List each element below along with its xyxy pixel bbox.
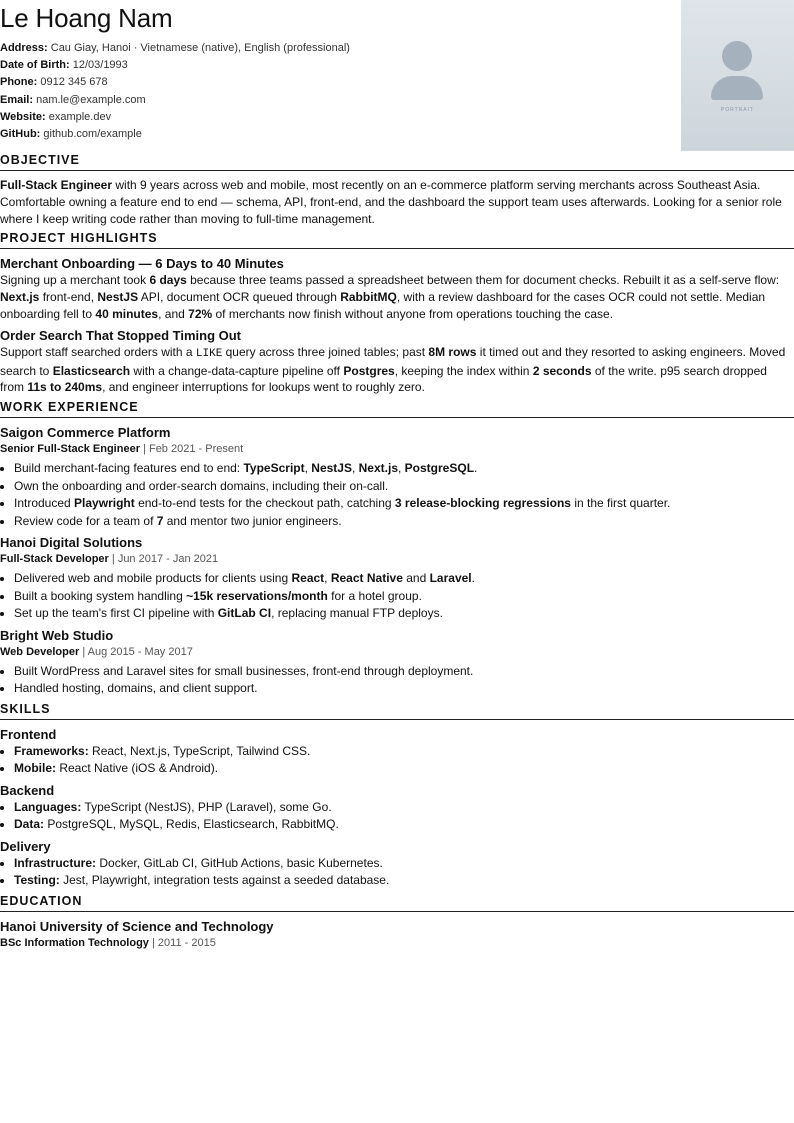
skill-label: Languages: (14, 799, 82, 814)
contact-value[interactable]: example.dev (48, 110, 112, 123)
bold-text: 40 minutes (95, 306, 159, 321)
text: . (474, 461, 478, 476)
text: Built a booking system handling (14, 588, 187, 603)
objective-section (0, 153, 794, 227)
bold-text: ~15k reservations/month (186, 588, 328, 603)
text: of the write. p95 search dropped from (0, 363, 767, 395)
job-bullets (0, 570, 794, 623)
project-item (0, 327, 794, 396)
text: Handled hosting, domains, and client support. (14, 681, 258, 696)
list-item (14, 588, 794, 606)
contact-address (0, 40, 350, 57)
bold-text: Laravel (429, 571, 472, 586)
skill-group-title: Backend (0, 782, 55, 798)
text: API, document OCR queued through (138, 290, 341, 305)
contact-github (0, 126, 350, 143)
bold-text: Elasticsearch (52, 363, 131, 378)
text: , (304, 461, 312, 476)
text: , with a review dashboard for the cases OCR could not settle. Median onboarding fell to (0, 290, 766, 321)
objective-text (0, 177, 794, 227)
text: Delivered web and mobile products for clients using (14, 571, 292, 586)
text: it timed out and they resorted to asking engineers. Moved search to (0, 344, 786, 378)
bold-text: NestJS (97, 290, 139, 305)
contact-label: Address: (0, 42, 48, 54)
job-period: Jun 2017 - Jan 2021 (117, 553, 219, 566)
company-name: Hanoi Digital Solutions (0, 535, 143, 551)
bold-text: React Native (330, 571, 403, 586)
section-title: OBJECTIVE (0, 153, 794, 171)
skill-group (0, 726, 794, 778)
list-item (14, 513, 794, 531)
list-item (14, 495, 794, 513)
skill-group (0, 782, 794, 834)
job-role: Web Developer (0, 645, 80, 658)
portrait-label: PORTRAIT (720, 107, 755, 113)
portrait-shoulders-icon (711, 76, 763, 100)
company-name: Saigon Commerce Platform (0, 425, 171, 441)
job-item (0, 534, 794, 623)
skill-value: React Native (iOS & Android). (56, 761, 219, 776)
text: , (351, 461, 359, 476)
objective-body: with 9 years across web and mobile, most recently on an e-commerce platform serving merchants across Southeast Asia. Comfortable owning a feature end to end — schema, API, front-end, and the dashboard the support team uses afterwards. Looking for a senior role where I keep writing code rather than moving to full-time management. (0, 178, 782, 226)
section-title: SKILLS (0, 702, 794, 720)
list-item (14, 743, 794, 761)
degree: BSc Information Technology (0, 936, 149, 949)
text: for a hotel group. (327, 588, 422, 603)
bold-text: 7 (156, 513, 164, 528)
contact-email (0, 92, 350, 109)
contact-label: Email: (0, 93, 34, 106)
contact-website (0, 109, 350, 126)
skill-label: Testing: (14, 873, 60, 888)
education-section (0, 894, 794, 951)
text: Built WordPress and Laravel sites for small businesses, front-end through deployment. (14, 663, 474, 678)
skill-label: Infrastructure: (14, 855, 97, 870)
list-item (14, 478, 794, 496)
job-role-line (0, 441, 794, 457)
skills-section (0, 702, 794, 890)
bold-text: NestJS (311, 461, 352, 476)
bold-text: Postgres (343, 363, 395, 378)
code-text: LIKE (195, 347, 223, 360)
job-bullets (0, 460, 794, 530)
bold-text: RabbitMQ (340, 290, 397, 305)
job-role: Senior Full-Stack Engineer (0, 443, 140, 456)
skill-group (0, 838, 794, 890)
bold-text: Playwright (74, 496, 135, 511)
portrait-photo (681, 0, 794, 151)
candidate-name: Le Hoang Nam (0, 3, 173, 33)
skill-value: Docker, GitLab CI, GitHub Actions, basic Kubernetes. (96, 855, 383, 870)
text: with a change-data-capture pipeline off (130, 363, 344, 378)
skill-label: Frameworks: (14, 743, 89, 758)
skill-value: PostgreSQL, MySQL, Redis, Elasticsearch, RabbitMQ. (44, 817, 339, 832)
projects-list (0, 255, 794, 396)
skill-bullets (0, 799, 794, 834)
jobs-list (0, 424, 794, 698)
degree-line: BSc Information Technology | 2011 - 2015 (0, 936, 216, 949)
bold-text: 2 seconds (532, 363, 592, 378)
section-title: WORK EXPERIENCE (0, 400, 794, 418)
project-title: Merchant Onboarding — 6 Days to 40 Minutes (0, 256, 284, 272)
skill-label: Mobile: (14, 761, 56, 776)
text: Own the onboarding and order-search domains, including their on-call. (14, 478, 389, 493)
text: , and engineer interruptions for lookups went to roughly zero. (102, 380, 425, 395)
list-item (14, 760, 794, 778)
text: and (402, 571, 430, 586)
text: Support staff searched orders with a (0, 344, 196, 359)
objective-lead: Full-Stack Engineer (0, 178, 113, 192)
contact-value: 0912 345 678 (40, 76, 108, 89)
text: , keeping the index within (394, 363, 533, 378)
contact-phone (0, 74, 350, 91)
bold-text: 72% (188, 306, 213, 321)
job-role: Full-Stack Developer (0, 553, 109, 566)
list-item (14, 663, 794, 681)
list-item (14, 680, 794, 698)
separator: | (108, 553, 118, 566)
list-item (14, 855, 794, 873)
job-role-line (0, 551, 794, 567)
text: , replacing manual FTP deploys. (271, 606, 443, 621)
text: and mentor two junior engineers. (163, 513, 342, 528)
list-item (14, 570, 794, 588)
list-item (14, 799, 794, 817)
list-item (14, 460, 794, 478)
job-role-line (0, 644, 794, 660)
text: Set up the team's first CI pipeline with (14, 606, 218, 621)
text: Signing up a merchant took (0, 273, 150, 288)
school-name: Hanoi University of Science and Technology (0, 918, 274, 934)
resume-body (0, 153, 794, 955)
skill-value: TypeScript (NestJS), PHP (Laravel), some Go. (81, 799, 332, 814)
separator: | (139, 443, 149, 456)
project-description (0, 344, 794, 396)
project-description (0, 272, 794, 322)
text: , (398, 461, 405, 476)
bold-text: 11s to 240ms (27, 380, 103, 395)
job-period: Feb 2021 - Present (148, 443, 244, 456)
contact-dob (0, 57, 350, 74)
bold-text: PostgreSQL (404, 461, 475, 476)
separator: | (79, 645, 88, 658)
text: because three teams passed a spreadsheet between them for document checks. Rebuilt it as a self-serve flow: (186, 273, 780, 288)
contact-value[interactable]: github.com/example (43, 128, 142, 141)
project-item (0, 255, 794, 322)
bold-text: GitLab CI (217, 606, 272, 621)
text: Review code for a team of (14, 513, 157, 528)
bold-text: 8M rows (428, 344, 477, 359)
text: end-to-end tests for the checkout path, catching (134, 496, 395, 511)
contact-label: GitHub: (0, 128, 41, 141)
bold-text: TypeScript (243, 461, 305, 476)
bold-text: React (291, 571, 325, 586)
text: , and (158, 306, 189, 321)
text: . (471, 571, 475, 586)
education-period: 2011 - 2015 (157, 936, 216, 949)
experience-section (0, 400, 794, 698)
job-item (0, 627, 794, 698)
text: front-end, (39, 290, 98, 305)
contact-label: Website: (0, 110, 46, 123)
contact-label: Phone: (0, 76, 38, 89)
contact-value[interactable]: nam.le@example.com (36, 93, 146, 106)
bold-text: 3 release-blocking regressions (394, 496, 571, 511)
skills-list (0, 726, 794, 890)
skill-value: React, Next.js, TypeScript, Tailwind CSS. (88, 743, 311, 758)
list-item (14, 605, 794, 623)
text: query across three joined tables; past (222, 344, 429, 359)
text: Build merchant-facing features end to end: (14, 461, 244, 476)
skill-group-title: Delivery (0, 838, 51, 854)
contact-value: 12/03/1993 (72, 59, 128, 72)
job-item (0, 424, 794, 530)
text: of merchants now finish without anyone from operations touching the case. (212, 306, 614, 321)
skill-bullets (0, 855, 794, 890)
skill-value: Jest, Playwright, integration tests against a seeded database. (59, 873, 390, 888)
job-period: Aug 2015 - May 2017 (87, 645, 193, 658)
list-item (14, 816, 794, 834)
skill-group-title: Frontend (0, 726, 57, 742)
text: in the first quarter. (570, 496, 671, 511)
project-title: Order Search That Stopped Timing Out (0, 327, 242, 343)
company-name: Bright Web Studio (0, 627, 114, 643)
section-title: PROJECT HIGHLIGHTS (0, 231, 794, 249)
section-title: EDUCATION (0, 894, 794, 912)
bold-text: 6 days (149, 273, 187, 288)
contact-label: Date of Birth: (0, 59, 70, 72)
job-bullets (0, 663, 794, 698)
bold-text: Next.js (358, 461, 398, 476)
text: , (324, 571, 331, 586)
contact-value: Cau Giay, Hanoi · Vietnamese (native), English (professional) (50, 42, 350, 54)
skill-bullets (0, 743, 794, 778)
contact-block (0, 40, 350, 143)
bold-text: Next.js (0, 290, 40, 305)
text: Introduced (14, 496, 75, 511)
portrait-head-icon (722, 41, 752, 71)
projects-section (0, 231, 794, 396)
skill-label: Data: (14, 817, 45, 832)
list-item (14, 872, 794, 890)
